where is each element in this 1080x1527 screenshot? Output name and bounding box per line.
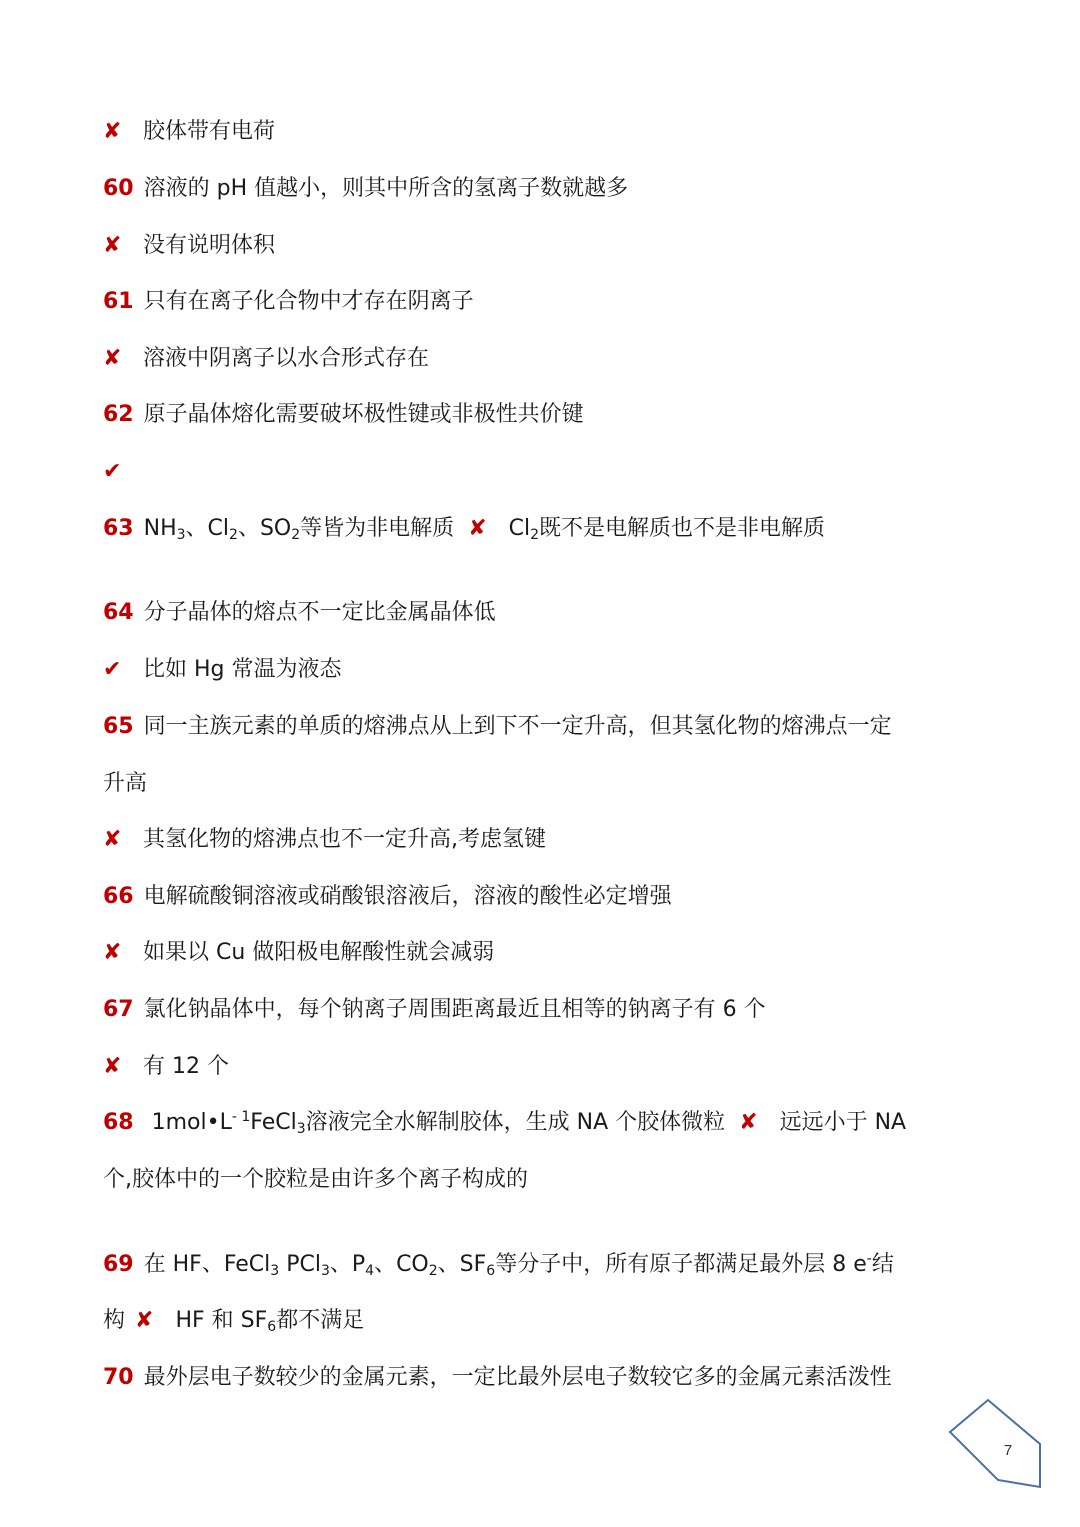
question-text: 氯化钠晶体中，每个钠离子周围距离最近且相等的钠离子有 6 个: [143, 997, 766, 1022]
answer-66: [103, 938, 494, 968]
formula-co2: 、$CO_2$: [374, 1252, 438, 1279]
answer-64: [103, 655, 342, 685]
answer-text: 远远小于 NA: [779, 1110, 907, 1135]
formula-pcl3: PCl$_3$: [279, 1252, 330, 1279]
question-number: 66: [103, 884, 134, 909]
formula-cl2: 、$Cl_2$: [185, 516, 238, 543]
cross-mark-icon: ✘: [103, 940, 122, 965]
question-text: 分子晶体的熔点不一定比金属晶体低: [143, 600, 496, 625]
formula-fecl3: 在 HF、FeCl$_3$: [143, 1252, 280, 1279]
question-text: 等分子中，所有原子都满足最外层 8 e-结: [495, 1251, 894, 1277]
answer-text: 有 12 个: [143, 1054, 229, 1079]
question-69-cont: [103, 1306, 364, 1336]
question-number: 67: [103, 997, 134, 1022]
question-number: 70: [103, 1365, 134, 1390]
formula-fecl3: FeCl$_3$: [250, 1110, 306, 1137]
check-mark-icon: ✔: [103, 459, 122, 484]
formula-nh3: $NH_3$: [143, 516, 186, 543]
question-number: 60: [103, 176, 134, 201]
cross-mark-icon: ✘: [103, 233, 122, 258]
cross-mark-icon: ✘: [103, 119, 122, 144]
question-text: 只有在离子化合物中才存在阴离子: [143, 289, 474, 314]
page-number: 7: [1003, 1442, 1013, 1459]
answer-text: 溶液中阴离子以水合形式存在: [143, 346, 430, 371]
cross-mark-icon: ✘: [103, 1054, 122, 1079]
question-67: [103, 995, 766, 1025]
page-number-badge: [940, 1392, 1050, 1502]
question-text: 溶液的 pH 值越小，则其中所含的氢离子数就越多: [143, 176, 629, 201]
answer-line-prev: [103, 117, 275, 147]
question-number: 62: [103, 402, 134, 427]
answer-text: HF 和 $SF_6$都不满足: [175, 1308, 365, 1335]
answer-62: [103, 457, 143, 487]
check-mark-icon: ✔: [103, 657, 122, 682]
answer-text: 既不是电解质也不是非电解质: [539, 516, 826, 541]
question-number: 64: [103, 600, 134, 625]
question-68-cont: [103, 1165, 528, 1195]
question-number: 69: [103, 1252, 134, 1277]
question-text: 溶液完全水解制胶体，生成 NA 个胶体微粒: [305, 1110, 726, 1135]
answer-text: 其氢化物的熔沸点也不一定升高,考虑氢键: [143, 827, 546, 852]
question-63: [103, 514, 825, 544]
cross-mark-icon: ✘: [468, 516, 487, 541]
question-text: 最外层电子数较少的金属元素，一定比最外层电子数较它多的金属元素活泼性: [143, 1365, 892, 1390]
question-65-cont: [103, 769, 147, 799]
question-65: [103, 712, 892, 742]
formula-cl2: $Cl_2$: [508, 516, 540, 543]
question-69: [103, 1250, 894, 1280]
answer-text: 个,胶体中的一个胶粒是由许多个离子构成的: [103, 1167, 528, 1192]
answer-61: [103, 344, 429, 374]
question-text: 同一主族元素的单质的熔沸点从上到下不一定升高，但其氢化物的熔沸点一定: [143, 714, 892, 739]
answer-text: 没有说明体积: [143, 233, 276, 258]
question-number: 61: [103, 289, 134, 314]
question-text: 电解硫酸铜溶液或硝酸银溶液后，溶液的酸性必定增强: [143, 884, 672, 909]
page-mark-shape: [950, 1400, 1040, 1487]
answer-65: [103, 825, 546, 855]
cross-mark-icon: ✘: [739, 1110, 758, 1135]
cross-mark-icon: ✘: [135, 1308, 154, 1333]
formula-p4: 、$P_4$: [329, 1252, 375, 1279]
question-60: [103, 174, 628, 204]
question-text: 构: [103, 1308, 126, 1333]
question-text: 等皆为非电解质: [300, 516, 455, 541]
cross-mark-icon: ✘: [103, 346, 122, 371]
formula-sf6: 、$SF_6$: [437, 1252, 496, 1279]
formula-concentration: $1mol•L^{- 1}$: [151, 1109, 251, 1135]
question-70: [103, 1363, 892, 1393]
formula-so2: 、$SO_2$: [237, 516, 301, 543]
answer-67: [103, 1052, 229, 1082]
cross-mark-icon: ✘: [103, 827, 122, 852]
answer-60: [103, 231, 275, 261]
question-number: 68: [103, 1110, 134, 1135]
answer-text: 胶体带有电荷: [143, 119, 276, 144]
question-text: 升高: [103, 771, 148, 796]
question-61: [103, 287, 474, 317]
answer-text: 如果以 Cu 做阳极电解酸性就会减弱: [143, 940, 495, 965]
question-number: 63: [103, 516, 134, 541]
question-68: [103, 1108, 906, 1138]
question-text: 原子晶体熔化需要破坏极性键或非极性共价键: [143, 402, 584, 427]
question-62: [103, 400, 584, 430]
question-64: [103, 598, 496, 628]
answer-text: 比如 Hg 常温为液态: [143, 657, 342, 682]
question-66: [103, 882, 672, 912]
question-number: 65: [103, 714, 134, 739]
